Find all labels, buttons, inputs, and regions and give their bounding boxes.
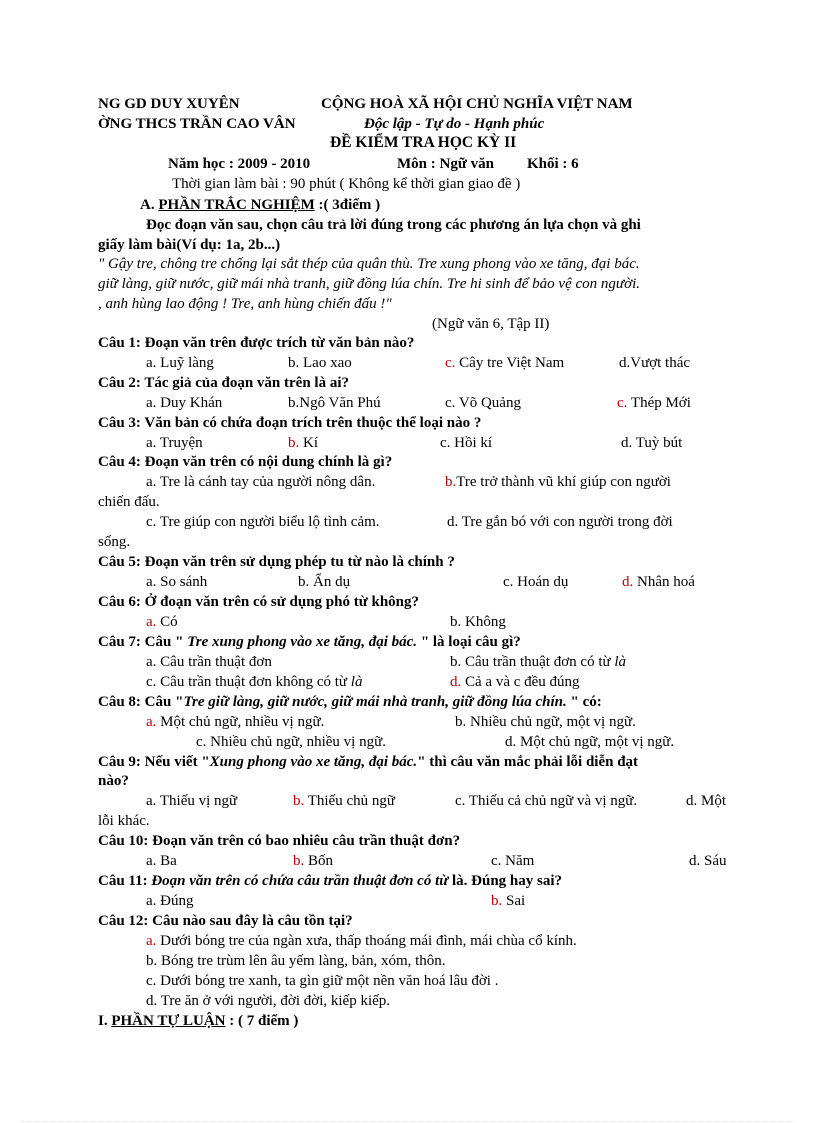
section-b-heading xyxy=(98,1011,298,1031)
answer-letter: b. xyxy=(445,474,457,490)
answer-letter: d. xyxy=(450,674,462,690)
question-1-option-b: b. Lao xao xyxy=(288,355,352,371)
question-1-option-c: c. Cây tre Việt Nam xyxy=(445,355,565,371)
question-8-option-a: a. Một chủ ngữ, nhiều vị ngữ. xyxy=(146,714,325,730)
question-1-stem: Câu 1: Đoạn văn trên được trích từ văn bản nào? xyxy=(98,335,415,351)
agency-name: NG GD DUY XUYÊN xyxy=(98,96,240,112)
question-2-option-b: b.Ngô Văn Phú xyxy=(288,395,381,411)
instruction-line-1: Đọc đoạn văn sau, chọn câu trả lời đúng trong các phương án lựa chọn và ghi xyxy=(146,217,641,233)
national-motto: Độc lập - Tự do - Hạnh phúc xyxy=(364,116,545,132)
question-4-option-b-continued: chiến đấu. xyxy=(98,494,160,510)
question-6-option-a: a. Có xyxy=(146,614,178,630)
passage-line-1: " Gậy tre, chông tre chống lại sắt thép của quân thù. Tre xung phong vào xe tăng, đại bác. xyxy=(98,256,640,272)
answer-letter: d. xyxy=(622,574,634,590)
question-8-option-d: d. Một chủ ngữ, một vị ngữ. xyxy=(505,734,675,750)
answer-letter: b. xyxy=(293,793,305,809)
question-9-option-d: d. Một xyxy=(686,793,727,809)
grade: Khối : 6 xyxy=(527,156,579,172)
national-title: CỘNG HOÀ XÃ HỘI CHỦ NGHĨA VIỆT NAM xyxy=(321,96,633,112)
question-3-option-b: b. Kí xyxy=(288,435,318,451)
question-5-option-c: c. Hoán dụ xyxy=(503,574,569,590)
question-7-option-d: d. Cả a và c đều đúng xyxy=(450,674,580,690)
section-a-title: PHẦN TRẮC NGHIỆM xyxy=(158,197,315,213)
question-10-option-d: d. Sáu xyxy=(689,853,727,869)
question-2-option-c: c. Võ Quảng xyxy=(445,395,521,411)
section-a-prefix: A. xyxy=(140,197,155,213)
passage-line-2: giữ làng, giữ nước, giữ mái nhà tranh, giữ đồng lúa chín. Tre hi sinh để bảo vệ con người. xyxy=(98,276,641,292)
answer-letter: b. xyxy=(491,893,503,909)
answer-letter: a. xyxy=(146,933,157,949)
question-3-option-d: d. Tuỳ bút xyxy=(621,435,683,451)
question-4-option-c: c. Tre giúp con người biểu lộ tình cảm. xyxy=(146,514,380,530)
school-name: ỜNG THCS TRẦN CAO VÂN xyxy=(98,116,296,132)
section-a-points: :( 3điểm ) xyxy=(318,197,381,213)
question-11-option-a: a. Đúng xyxy=(146,893,194,909)
instruction-line-2: giấy làm bài(Ví dụ: 1a, 2b...) xyxy=(98,237,281,253)
question-9-stem: Câu 9: Nếu viết "Xung phong vào xe tăng, đại bác." thì câu văn mắc phải lỗi diễn đạt xyxy=(98,754,639,770)
answer-letter: a. xyxy=(146,614,157,630)
question-10-option-b: b. Bốn xyxy=(293,853,334,869)
question-5-stem: Câu 5: Đoạn văn trên sử dụng phép tu từ nào là chính ? xyxy=(98,554,455,570)
question-7-stem: Câu 7: Câu " Tre xung phong vào xe tăng, đại bác. " là loại câu gì? xyxy=(98,634,521,650)
question-5-option-b: b. Ẩn dụ xyxy=(298,574,351,590)
question-4-stem: Câu 4: Đoạn văn trên có nội dung chính là gì? xyxy=(98,454,393,470)
answer-letter: a. xyxy=(146,714,157,730)
question-11-option-b: b. Sai xyxy=(491,893,526,909)
question-9-option-b: b. Thiếu chủ ngữ xyxy=(293,793,396,809)
question-12-option-d: d. Tre ăn ở với người, đời đời, kiếp kiếp. xyxy=(146,993,391,1009)
question-3-option-c: c. Hồi kí xyxy=(440,435,493,451)
question-1-option-a: a. Luỹ làng xyxy=(146,355,214,371)
question-7-option-a: a. Câu trần thuật đơn xyxy=(146,654,272,670)
question-1-option-d: d.Vượt thác xyxy=(619,355,691,371)
question-2-stem: Câu 2: Tác giả của đoạn văn trên là ai? xyxy=(98,375,349,391)
school-year: Năm học : 2009 - 2010 xyxy=(168,156,311,172)
question-9-stem-continued: nào? xyxy=(98,773,129,789)
question-4-option-b: b.Tre trở thành vũ khí giúp con người xyxy=(445,474,671,490)
question-3-stem: Câu 3: Văn bản có chứa đoạn trích trên thuộc thể loại nào ? xyxy=(98,415,482,431)
question-6-stem: Câu 6: Ở đoạn văn trên có sử dụng phó từ không? xyxy=(98,594,419,610)
answer-letter: b. xyxy=(293,853,305,869)
exam-time: Thời gian làm bài : 90 phút ( Không kể thời gian giao đề ) xyxy=(172,176,521,192)
section-b-title: PHẦN TỰ LUẬN xyxy=(111,1013,226,1029)
question-11-stem: Câu 11: Đoạn văn trên có chứa câu trần thuật đơn có từ là. Đúng hay sai? xyxy=(98,873,563,889)
question-12-stem: Câu 12: Câu nào sau đây là câu tồn tại? xyxy=(98,913,353,929)
answer-letter: b. xyxy=(288,435,300,451)
section-b-prefix: I. xyxy=(98,1013,108,1029)
question-7-option-b: b. Câu trần thuật đơn có từ là xyxy=(450,654,627,670)
question-5-option-d: d. Nhân hoá xyxy=(622,574,695,590)
question-12-option-b: b. Bóng tre trùm lên âu yếm làng, bản, xóm, thôn. xyxy=(146,953,446,969)
section-a-heading xyxy=(140,195,380,215)
page-bottom-divider xyxy=(20,1121,796,1122)
subject: Môn : Ngữ văn xyxy=(397,156,494,172)
question-10-option-c: c. Năm xyxy=(491,853,535,869)
question-10-stem: Câu 10: Đoạn văn trên có bao nhiêu câu trần thuật đơn? xyxy=(98,833,461,849)
question-8-option-c: c. Nhiều chủ ngữ, nhiều vị ngữ. xyxy=(196,734,386,750)
question-4-option-d-continued: sống. xyxy=(98,534,131,550)
question-2-option-a: a. Duy Khán xyxy=(146,395,223,411)
question-9-option-c: c. Thiếu cả chủ ngữ và vị ngữ. xyxy=(455,793,638,809)
question-7-option-c: c. Câu trần thuật đơn không có từ là xyxy=(146,674,363,690)
question-5-option-a: a. So sánh xyxy=(146,574,208,590)
section-b-points: : ( 7 điểm ) xyxy=(229,1013,299,1029)
question-4-option-a: a. Tre là cánh tay của người nông dân. xyxy=(146,474,376,490)
passage-source: (Ngữ văn 6, Tập II) xyxy=(432,316,550,332)
question-6-option-b: b. Không xyxy=(450,614,506,630)
question-9-option-a: a. Thiếu vị ngữ xyxy=(146,793,238,809)
question-3-option-a: a. Truyện xyxy=(146,435,203,451)
question-2-option-d: c. Thép Mới xyxy=(617,395,691,411)
answer-letter: c. xyxy=(445,355,456,371)
exam-title: ĐỀ KIỂM TRA HỌC KỲ II xyxy=(330,134,517,151)
question-12-option-a: a. Dưới bóng tre của ngàn xưa, thấp thoáng mái đình, mái chùa cổ kính. xyxy=(146,933,577,949)
question-12-option-c: c. Dưới bóng tre xanh, ta gìn giữ một nền văn hoá lâu đời . xyxy=(146,973,499,989)
question-8-stem: Câu 8: Câu "Tre giữ làng, giữ nước, giữ mái nhà tranh, giữ đồng lúa chín. " có: xyxy=(98,694,602,710)
question-4-option-d: d. Tre gắn bó với con người trong đời xyxy=(447,514,673,530)
question-8-option-b: b. Nhiều chủ ngữ, một vị ngữ. xyxy=(455,714,636,730)
answer-letter: c. xyxy=(617,395,628,411)
question-9-option-d-continued: lỗi khác. xyxy=(98,813,150,829)
question-10-option-a: a. Ba xyxy=(146,853,177,869)
passage-line-3: , anh hùng lao động ! Tre, anh hùng chiến đấu !" xyxy=(98,296,392,312)
